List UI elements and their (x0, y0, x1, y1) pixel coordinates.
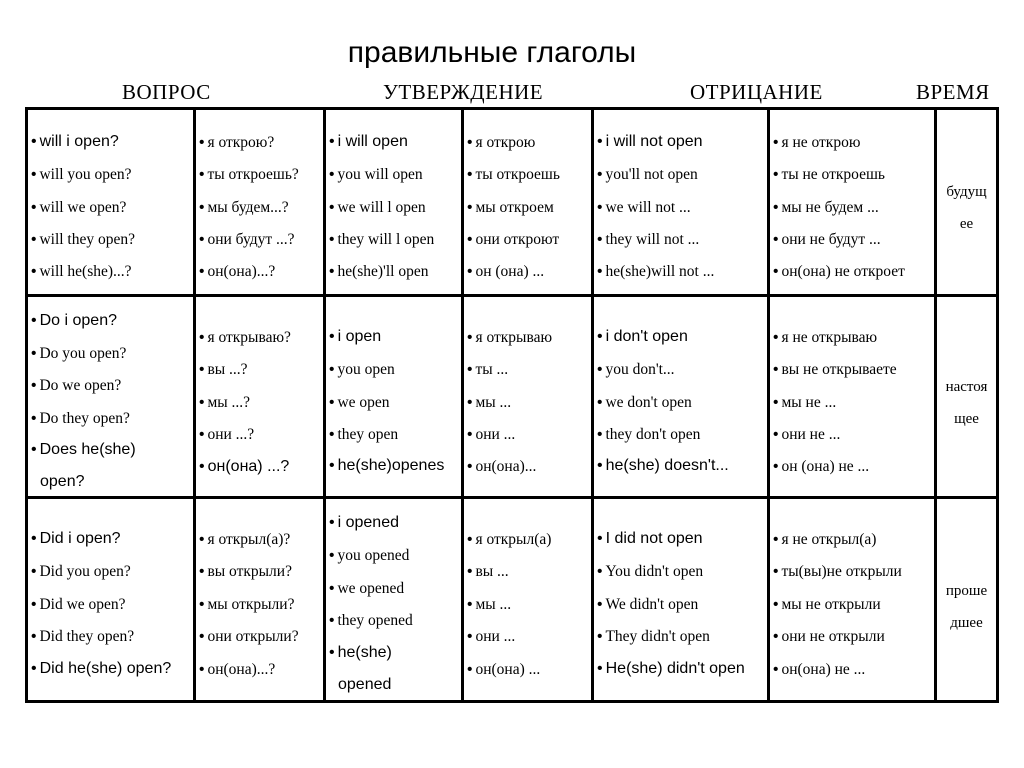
list-item: • Do you open? (31, 345, 126, 363)
list-item: • он(она) ... (467, 661, 540, 679)
table-divider-col4 (591, 107, 594, 703)
list-item: • вы не открываете (773, 361, 897, 379)
list-item: • они не открыли (773, 628, 885, 646)
list-item: • мы будем...? (199, 199, 289, 217)
list-item: • I did not open (597, 530, 703, 548)
list-item: • you opened (329, 547, 409, 565)
column-header-negative: ОТРИЦАНИЕ (690, 80, 823, 104)
list-item: • we don't open (597, 394, 692, 412)
list-item: • you will open (329, 166, 423, 184)
list-item: • я не открыл(а) (773, 531, 876, 549)
column-header-time: ВРЕМЯ (916, 80, 990, 104)
list-item: • Do we open? (31, 377, 121, 395)
list-item: • они ... (467, 426, 515, 444)
table-divider-col5 (767, 107, 770, 703)
list-item: • я открыл(а)? (199, 531, 290, 549)
list-item: • you'll not open (597, 166, 698, 184)
list-item: • i opened (329, 514, 399, 532)
list-item: • we open (329, 394, 390, 412)
list-item: • они не ... (773, 426, 840, 444)
time-label-past: проше дшее (945, 583, 988, 631)
list-item: • вы открыли? (199, 563, 292, 581)
table-divider-col1 (193, 107, 196, 703)
list-item: • я открыл(а) (467, 531, 551, 549)
table-border-right (996, 107, 999, 703)
list-item: • we will l open (329, 199, 426, 217)
list-item: • я не открываю (773, 329, 877, 347)
list-item-continuation: open? (40, 473, 85, 490)
table-border-top (25, 107, 999, 110)
list-item: • you open (329, 361, 395, 379)
list-item: • они будут ...? (199, 231, 295, 249)
list-item: • вы ... (467, 563, 509, 581)
list-item: • они ... (467, 628, 515, 646)
list-item: • Did we open? (31, 596, 126, 614)
list-item: • we opened (329, 580, 404, 598)
list-item: • Did he(she) open? (31, 660, 171, 678)
list-item: • Did you open? (31, 563, 131, 581)
table-divider-row2 (25, 496, 999, 499)
list-item: • He(she) didn't open (597, 660, 745, 678)
list-item: • they opened (329, 612, 413, 630)
list-item: • он(она) не откроет (773, 263, 905, 281)
list-item: • ты откроешь (467, 166, 560, 184)
list-item: • мы не открыли (773, 596, 881, 614)
list-item: • мы ... (467, 596, 511, 614)
list-item: • Does he(she) (31, 441, 136, 459)
list-item: • will he(she)...? (31, 263, 132, 281)
list-item: • ты откроешь? (199, 166, 299, 184)
list-item: • he(she) (329, 644, 392, 662)
list-item: • ты не откроешь (773, 166, 885, 184)
list-item: • will you open? (31, 166, 132, 184)
list-item: • they will l open (329, 231, 434, 249)
list-item: • я не открою (773, 134, 860, 152)
page-title: правильные глаголы (347, 36, 637, 69)
list-item: • Do i open? (31, 312, 117, 330)
column-header-question: ВОПРОС (122, 80, 211, 104)
list-item: • мы ... (467, 394, 511, 412)
list-item: • вы ...? (199, 361, 248, 379)
list-item: • you don't... (597, 361, 675, 379)
list-item: • they will not ... (597, 231, 699, 249)
list-item: • ты(вы)не открыли (773, 563, 902, 581)
list-item: • we will not ... (597, 199, 691, 217)
list-item: • они ...? (199, 426, 254, 444)
column-header-affirmative: УТВЕРЖДЕНИЕ (383, 80, 544, 104)
list-item: • i don't open (597, 328, 688, 346)
table-border-left (25, 107, 28, 703)
table-divider-col3 (461, 107, 464, 703)
list-item: • он(она) не ... (773, 661, 865, 679)
list-item: • они открыли? (199, 628, 299, 646)
list-item: • they don't open (597, 426, 700, 444)
list-item: • они не будут ... (773, 231, 881, 249)
list-item: • я открываю? (199, 329, 291, 347)
table-border-bottom (25, 700, 999, 703)
list-item: • мы не будем ... (773, 199, 879, 217)
list-item: • они откроют (467, 231, 559, 249)
list-item: • мы ...? (199, 394, 250, 412)
list-item: • он(она) ...? (199, 458, 289, 476)
list-item: • They didn't open (597, 628, 710, 646)
list-item: • Do they open? (31, 410, 130, 428)
list-item: • will i open? (31, 133, 119, 151)
list-item: • мы открыли? (199, 596, 294, 614)
list-item: • he(she)openes (329, 457, 444, 475)
list-item: • ты ... (467, 361, 508, 379)
table-divider-row1 (25, 294, 999, 297)
list-item: • он(она)...? (199, 263, 275, 281)
time-label-present: настоя щее (945, 379, 988, 427)
list-item: • я открою? (199, 134, 274, 152)
table-divider-col2 (323, 107, 326, 703)
list-item: • will they open? (31, 231, 135, 249)
list-item: • he(she) doesn't... (597, 457, 729, 475)
list-item: • Did i open? (31, 530, 121, 548)
list-item: • he(she)will not ... (597, 263, 714, 281)
list-item: • You didn't open (597, 563, 703, 581)
list-item: • i will not open (597, 133, 703, 151)
list-item: • он (она) не ... (773, 458, 869, 476)
list-item: • will we open? (31, 199, 126, 217)
list-item-continuation: opened (338, 676, 392, 693)
list-item: • он(она)... (467, 458, 536, 476)
time-label-future: будущ ее (946, 184, 987, 232)
list-item: • я открою (467, 134, 535, 152)
list-item: • мы не ... (773, 394, 836, 412)
list-item: • он (она) ... (467, 263, 544, 281)
list-item: • We didn't open (597, 596, 698, 614)
list-item: • он(она)...? (199, 661, 275, 679)
list-item: • мы откроем (467, 199, 554, 217)
list-item: • they open (329, 426, 398, 444)
list-item: • Did they open? (31, 628, 134, 646)
list-item: • i open (329, 328, 381, 346)
list-item: • я открываю (467, 329, 552, 347)
list-item: • he(she)'ll open (329, 263, 428, 281)
list-item: • i will open (329, 133, 408, 151)
